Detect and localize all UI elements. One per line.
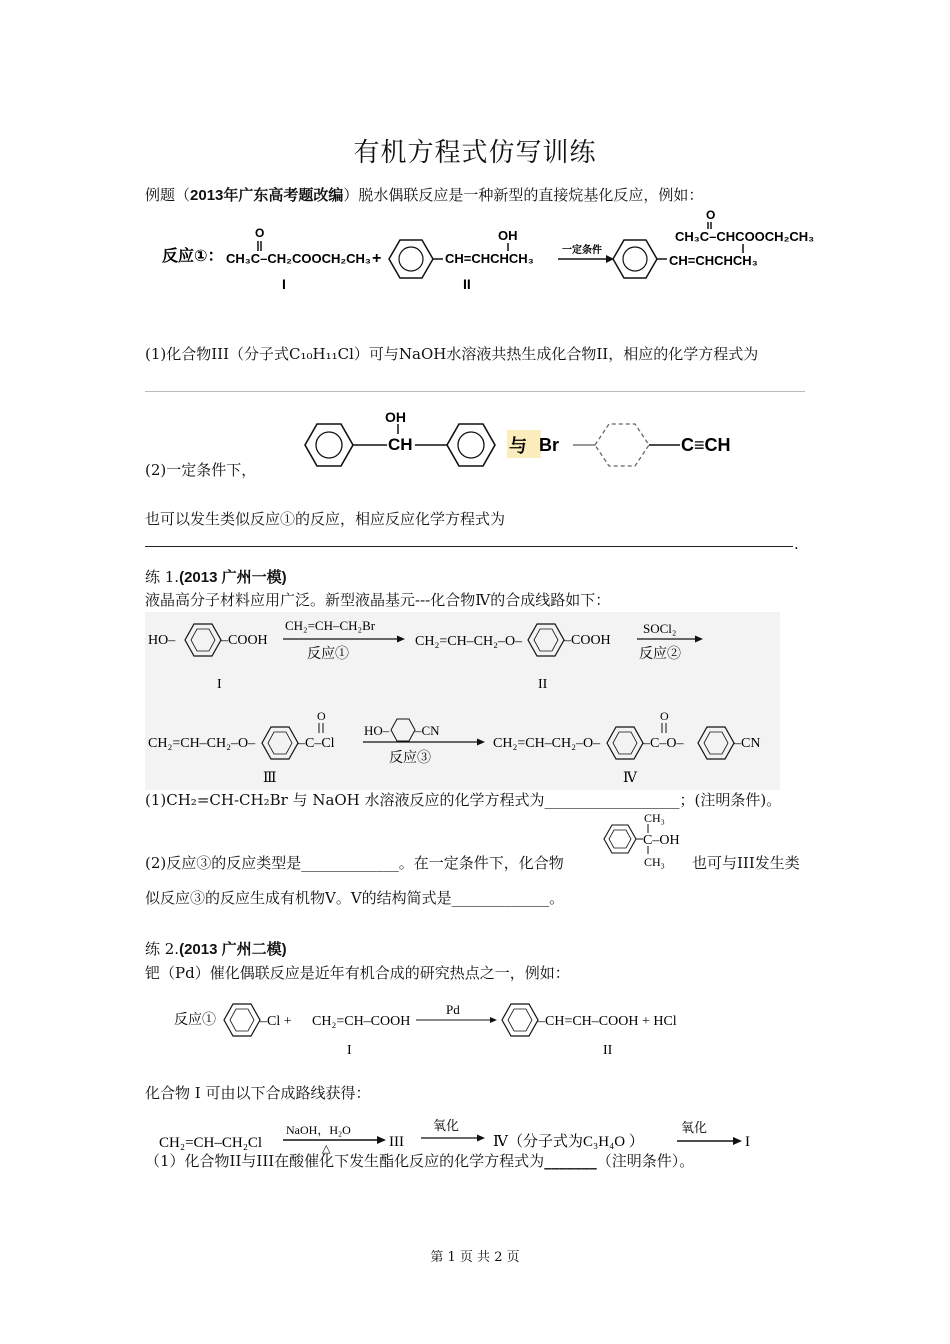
example-prefix: 例题（ bbox=[145, 186, 191, 204]
exercise-1-q2-structure bbox=[600, 808, 690, 870]
s2-allyloxy: CH₂=CH–CH₂–O– bbox=[415, 634, 523, 649]
benzene-ring-bromo bbox=[595, 424, 649, 466]
example-question-2-prefix: (2)一定条件下， bbox=[145, 461, 257, 479]
reactant1-oxygen: O bbox=[255, 226, 265, 240]
struct-methyl-top: CH₃ bbox=[644, 811, 665, 825]
example-q2-structure bbox=[295, 410, 765, 485]
exercise-2-intro: 钯（Pd）催化偶联反应是近年有机合成的研究热点之一，例如： bbox=[145, 964, 570, 982]
r2-reagent: SOCl₂ bbox=[643, 621, 677, 636]
exercise-1-question-2b: 也可与III发生类 bbox=[692, 854, 800, 872]
ex2-label-II: II bbox=[603, 1043, 613, 1058]
label-I: I bbox=[217, 677, 222, 692]
r3-hydroxyl: HO– bbox=[364, 723, 390, 738]
compound-label-I: I bbox=[282, 276, 286, 292]
route-arrow-1-heat: △ bbox=[322, 1143, 331, 1154]
ex2-product-chain: –CH=CH–COOH + HCl bbox=[538, 1014, 677, 1029]
exercise-1-question-2a: (2)反应③的反应类型是_____________。在一定条件下，化合物 bbox=[145, 854, 564, 872]
answer-line-1[interactable] bbox=[145, 391, 805, 392]
r2-name: 反应② bbox=[639, 647, 681, 662]
ring-ex2-reactant bbox=[224, 1004, 260, 1036]
s3-acyl-chloride: –C–Cl bbox=[298, 736, 335, 751]
label-IV: Ⅳ bbox=[623, 771, 637, 786]
r1-reagent: CH₂=CH–CH₂Br bbox=[285, 618, 376, 633]
route-end-I: I bbox=[745, 1134, 750, 1150]
s1-hydroxyl: HO– bbox=[148, 633, 176, 648]
exercise-1-synthesis-route bbox=[145, 612, 780, 790]
route-intermediate-III: III bbox=[389, 1134, 404, 1150]
label-II: II bbox=[538, 677, 548, 692]
exercise-1-question-1: (1)CH₂=CH-CH₂Br 与 NaOH 水溶液反应的化学方程式为__________________；(注明条件)。 bbox=[145, 791, 782, 809]
struct-and: 与 bbox=[509, 436, 527, 456]
r3-nitrile: –CN bbox=[415, 723, 440, 738]
reactant2-chain: CH=CHCHCH₃ bbox=[445, 251, 534, 266]
example-text: ）脱水偶联反应是一种新型的直接烷基化反应，例如： bbox=[343, 186, 704, 204]
exercise-2-question-1-text: （1）化合物II与III在酸催化下发生酯化反应的化学方程式为 bbox=[145, 1152, 545, 1170]
route-intermediate-IV: Ⅳ（分子式为C₃H₄O ） bbox=[493, 1134, 644, 1150]
benzene-ring-1 bbox=[389, 240, 433, 278]
ring-q2 bbox=[604, 825, 636, 853]
exercise-1-source: (2013 广州一模) bbox=[179, 569, 287, 586]
example-question-1: (1)化合物III（分子式C₁₀H₁₁Cl）可与NaOH水溶液共热生成化合物II，相应的化学方程式为 bbox=[145, 345, 759, 363]
ex2-chloride: –Cl + bbox=[260, 1014, 292, 1029]
struct-hydroxyl: OH bbox=[385, 410, 406, 425]
compound-label-II: II bbox=[463, 276, 471, 292]
example-source: 2013年广东高考题改编 bbox=[190, 187, 344, 204]
reaction-arrow bbox=[558, 255, 614, 263]
answer-line-2[interactable] bbox=[145, 546, 793, 547]
product-oxygen: O bbox=[706, 208, 716, 222]
product-chain: CH=CHCHCH₃ bbox=[669, 253, 758, 268]
s3-allyloxy: CH₂=CH–CH₂–O– bbox=[148, 736, 256, 751]
exercise-1-intro: 液晶高分子材料应用广泛。新型液晶基元---化合物Ⅳ的合成线路如下： bbox=[145, 591, 611, 609]
exercise-2-source: (2013 广州二模) bbox=[179, 941, 287, 958]
scheme-label: 反应①： bbox=[162, 248, 224, 265]
exercise-2-question-1 bbox=[145, 1151, 694, 1171]
exercise-2-route-intro: 化合物 I 可由以下合成路线获得： bbox=[145, 1084, 371, 1102]
ex2-catalyst: Pd bbox=[446, 1002, 460, 1017]
struct-ch: CH bbox=[388, 435, 413, 454]
ring-ex2-product bbox=[502, 1004, 538, 1036]
s4-oxygen: O bbox=[660, 709, 669, 723]
exercise-2-number: 练 2. bbox=[145, 940, 180, 958]
benzene-ring-2 bbox=[613, 240, 657, 278]
ex2-acrylic-acid: CH₂=CH–COOH bbox=[312, 1014, 411, 1029]
s1-carboxyl: –COOH bbox=[221, 633, 268, 648]
exercise-2-heading bbox=[145, 939, 287, 960]
page-footer: 第 1 页 共 2 页 bbox=[430, 1250, 520, 1265]
reactant1: CH₃C–CH₂COOCH₂CH₃ bbox=[226, 251, 371, 266]
struct-alkyne: C≡CH bbox=[681, 435, 731, 455]
exercise-1-number: 练 1. bbox=[145, 568, 180, 586]
s4-ester: –C–O– bbox=[643, 736, 684, 751]
example-question-2-text: 也可以发生类似反应①的反应，相应反应化学方程式为 bbox=[145, 510, 506, 528]
label-III: Ⅲ bbox=[263, 771, 277, 786]
s3-oxygen: O bbox=[317, 709, 326, 723]
reactant2-hydroxyl: OH bbox=[498, 228, 518, 243]
exercise-1-heading bbox=[145, 567, 287, 588]
r3-name: 反应③ bbox=[389, 751, 431, 766]
route-arrow-1-reagent: NaOH，H₂O bbox=[286, 1123, 351, 1137]
benzene-ring-right bbox=[447, 424, 495, 466]
struct-carbinol: C–OH bbox=[643, 833, 680, 848]
exercise-2-synthesis-route bbox=[155, 1112, 765, 1154]
s4-nitrile: –CN bbox=[734, 736, 761, 751]
ex2-label-I: I bbox=[347, 1043, 352, 1058]
benzene-ring-left bbox=[305, 424, 353, 466]
route-arrow-2-label: 氧化 bbox=[433, 1118, 460, 1133]
struct-methyl-bottom: CH₃ bbox=[644, 855, 665, 869]
route-arrow-3-label: 氧化 bbox=[681, 1120, 708, 1135]
route-start: CH₂=CH–CH₂Cl bbox=[159, 1135, 263, 1151]
r1-name: 反应① bbox=[307, 647, 349, 662]
arrow-condition: 一定条件 bbox=[562, 245, 602, 256]
exercise-1-question-2c: 似反应③的反应生成有机物Ⅴ。Ⅴ的结构简式是_____________。 bbox=[145, 889, 565, 907]
page-title: 有机方程式仿写训练 bbox=[353, 138, 597, 168]
example-reaction-scheme bbox=[160, 205, 840, 295]
s4-allyloxy: CH₂=CH–CH₂–O– bbox=[493, 736, 601, 751]
exercise-2-question-1-note: （注明条件）。 bbox=[596, 1152, 695, 1170]
product-top: CH₃C–CHCOOCH₂CH₃ bbox=[675, 229, 815, 244]
struct-bromine: Br bbox=[539, 435, 560, 455]
ex2-reaction-label: 反应① bbox=[174, 1013, 216, 1028]
s2-carboxyl: –COOH bbox=[564, 633, 611, 648]
exercise-2-reaction-scheme bbox=[170, 996, 710, 1062]
plus-sign: + bbox=[372, 250, 382, 267]
example-intro bbox=[145, 185, 703, 206]
answer-line-2-end: . bbox=[794, 535, 799, 553]
exercise-2-question-1-blank[interactable]: _______ bbox=[544, 1152, 597, 1170]
